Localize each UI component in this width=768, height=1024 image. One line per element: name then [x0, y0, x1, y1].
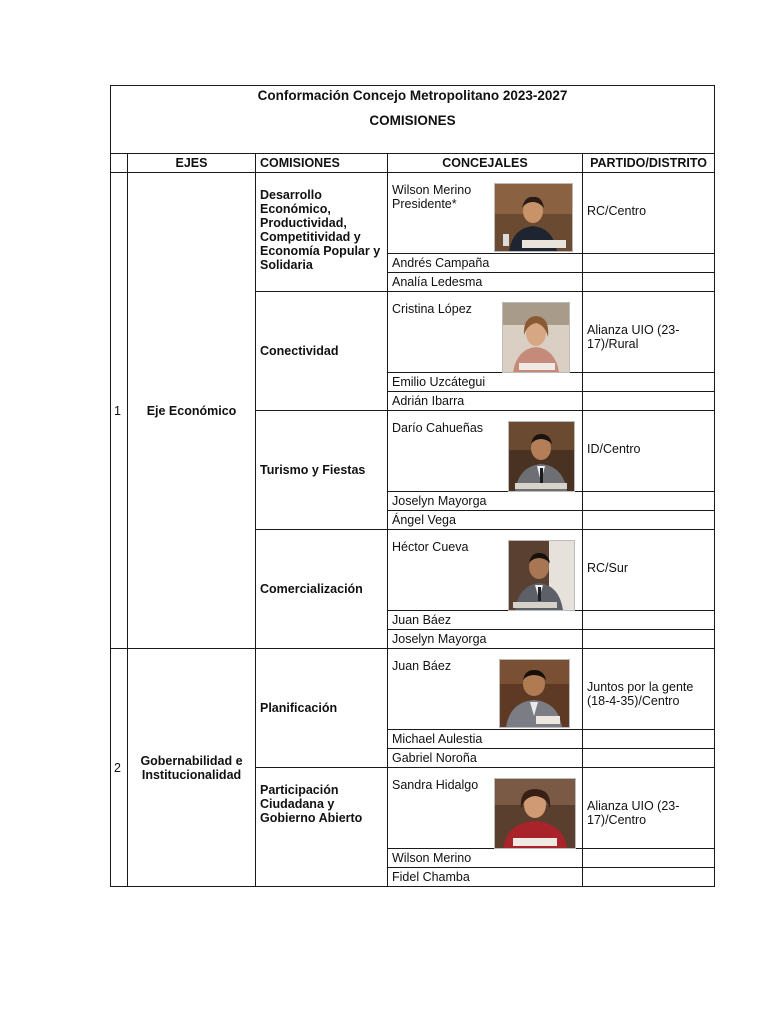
document-subtitle: COMISIONES — [369, 113, 456, 128]
party-cell: Alianza UIO (23-17)/Rural — [583, 292, 715, 373]
president-cell — [388, 292, 583, 373]
header-concejales: CONCEJALES — [388, 154, 583, 173]
president-name: Cristina López — [392, 302, 472, 316]
header-ejes: EJES — [128, 154, 256, 173]
president-note: Presidente* — [392, 197, 457, 211]
eje-number: 1 — [111, 173, 128, 649]
committees-table — [110, 85, 715, 887]
member-name: Ángel Vega — [388, 511, 583, 530]
councilor-photo-icon — [499, 659, 570, 728]
party-empty-cell — [583, 868, 715, 887]
president-cell — [388, 411, 583, 492]
member-name: Andrés Campaña — [388, 254, 583, 273]
president-cell — [388, 768, 583, 849]
commission-name: Desarrollo Económico, Productividad, Competitividad y Economía Popular y Solidaria — [256, 173, 388, 292]
table-row — [111, 649, 715, 730]
party-empty-cell — [583, 273, 715, 292]
party-empty-cell — [583, 611, 715, 630]
member-name: Gabriel Noroña — [388, 749, 583, 768]
header-partido: PARTIDO/DISTRITO — [583, 154, 715, 173]
member-name: Joselyn Mayorga — [388, 630, 583, 649]
president-name: Darío Cahueñas — [392, 421, 484, 435]
president-name: Juan Báez — [392, 659, 452, 673]
commission-name: Turismo y Fiestas — [256, 411, 388, 530]
party-cell: Juntos por la gente (18-4-35)/Centro — [583, 649, 715, 730]
eje-name: Gobernabilidad e Institucionalidad — [128, 649, 256, 887]
commission-name: Comercialización — [256, 530, 388, 649]
party-empty-cell — [583, 492, 715, 511]
councilor-photo-icon — [508, 540, 575, 611]
commission-name: Participación Ciudadana y Gobierno Abierto — [256, 768, 388, 887]
party-empty-cell — [583, 392, 715, 411]
councilor-photo-icon — [494, 778, 576, 849]
eje-name: Eje Económico — [128, 173, 256, 649]
member-name: Emilio Uzcátegui — [388, 373, 583, 392]
party-empty-cell — [583, 373, 715, 392]
party-empty-cell — [583, 511, 715, 530]
table-row — [111, 173, 715, 254]
committees-document — [110, 85, 714, 887]
commission-name: Planificación — [256, 649, 388, 768]
president-cell — [388, 649, 583, 730]
member-name: Adrián Ibarra — [388, 392, 583, 411]
president-name: Héctor Cueva — [392, 540, 469, 554]
member-name: Analía Ledesma — [388, 273, 583, 292]
president-cell — [388, 173, 583, 254]
president-cell — [388, 530, 583, 611]
commission-name: Conectividad — [256, 292, 388, 411]
president-name: Wilson Merino — [392, 183, 472, 197]
party-cell: ID/Centro — [583, 411, 715, 492]
party-cell: RC/Centro — [583, 173, 715, 254]
member-name: Wilson Merino — [388, 849, 583, 868]
member-name: Juan Báez — [388, 611, 583, 630]
president-name-block — [392, 183, 471, 211]
president-name: Sandra Hidalgo — [392, 778, 479, 792]
document-title: Conformación Concejo Metropolitano 2023-2027 — [257, 88, 568, 103]
councilor-photo-icon — [502, 302, 570, 373]
header-comisiones: COMISIONES — [256, 154, 388, 173]
party-empty-cell — [583, 749, 715, 768]
member-name: Michael Aulestia — [388, 730, 583, 749]
party-empty-cell — [583, 254, 715, 273]
councilor-photo-icon — [508, 421, 575, 492]
party-cell: Alianza UIO (23-17)/Centro — [583, 768, 715, 849]
header-number — [111, 154, 128, 173]
party-empty-cell — [583, 630, 715, 649]
party-empty-cell — [583, 849, 715, 868]
party-empty-cell — [583, 730, 715, 749]
header-row — [111, 154, 715, 173]
party-cell: RC/Sur — [583, 530, 715, 611]
member-name: Joselyn Mayorga — [388, 492, 583, 511]
member-name: Fidel Chamba — [388, 868, 583, 887]
title-cell — [111, 86, 715, 154]
councilor-photo-icon — [494, 183, 573, 252]
eje-number: 2 — [111, 649, 128, 887]
